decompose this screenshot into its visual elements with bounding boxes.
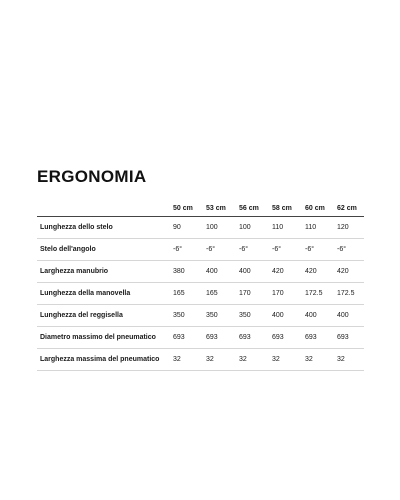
table-cell: 170 bbox=[272, 290, 284, 297]
table-cell: 170 bbox=[239, 290, 251, 297]
row-label: Larghezza massima del pneumatico bbox=[40, 356, 160, 363]
table-header-row bbox=[37, 201, 364, 217]
table-cell: -6° bbox=[206, 246, 216, 253]
table-cell: 32 bbox=[239, 356, 247, 363]
row-label: Stelo dell'angolo bbox=[40, 246, 96, 253]
table-cell: 120 bbox=[337, 224, 349, 231]
table-row bbox=[37, 239, 364, 261]
table-cell: 32 bbox=[272, 356, 280, 363]
table-cell: 172.5 bbox=[305, 290, 323, 297]
table-cell: 693 bbox=[305, 334, 317, 341]
table-cell: 420 bbox=[337, 268, 349, 275]
table-cell: 693 bbox=[239, 334, 251, 341]
column-header: 53 cm bbox=[206, 205, 226, 212]
table-cell: 110 bbox=[272, 224, 284, 231]
table-cell: 693 bbox=[173, 334, 185, 341]
table-cell: 32 bbox=[206, 356, 214, 363]
column-header: 60 cm bbox=[305, 205, 325, 212]
table-cell: 90 bbox=[173, 224, 181, 231]
table-cell: 100 bbox=[206, 224, 218, 231]
table-cell: 350 bbox=[173, 312, 185, 319]
table-cell: 100 bbox=[239, 224, 251, 231]
table-cell: 420 bbox=[305, 268, 317, 275]
geometry-table bbox=[37, 201, 364, 371]
table-cell: 32 bbox=[305, 356, 313, 363]
row-label: Lunghezza dello stelo bbox=[40, 224, 113, 231]
row-label: Lunghezza del reggisella bbox=[40, 312, 123, 319]
table-cell: 693 bbox=[272, 334, 284, 341]
row-label: Diametro massimo del pneumatico bbox=[40, 334, 156, 341]
table-cell: 380 bbox=[173, 268, 185, 275]
table-cell: 165 bbox=[206, 290, 218, 297]
table-cell: 400 bbox=[272, 312, 284, 319]
table-cell: 32 bbox=[173, 356, 181, 363]
column-header: 58 cm bbox=[272, 205, 292, 212]
table-cell: 32 bbox=[337, 356, 345, 363]
table-cell: 400 bbox=[239, 268, 251, 275]
table-cell: 165 bbox=[173, 290, 185, 297]
table-row bbox=[37, 261, 364, 283]
table-cell: -6° bbox=[272, 246, 282, 253]
column-header: 56 cm bbox=[239, 205, 259, 212]
table-row bbox=[37, 217, 364, 239]
table-row bbox=[37, 305, 364, 327]
table-cell: 350 bbox=[206, 312, 218, 319]
row-label: Larghezza manubrio bbox=[40, 268, 109, 275]
table-cell: 110 bbox=[305, 224, 317, 231]
section-title: ERGONOMIA bbox=[37, 167, 147, 186]
table-cell: 693 bbox=[337, 334, 349, 341]
table-cell: 400 bbox=[206, 268, 218, 275]
column-header: 50 cm bbox=[173, 205, 193, 212]
column-header: 62 cm bbox=[337, 205, 357, 212]
row-label: Lunghezza della manovella bbox=[40, 290, 131, 297]
table-row bbox=[37, 283, 364, 305]
table-cell: -6° bbox=[337, 246, 347, 253]
table-row bbox=[37, 349, 364, 371]
table-cell: 350 bbox=[239, 312, 251, 319]
table-row bbox=[37, 327, 364, 349]
table-cell: 172.5 bbox=[337, 290, 355, 297]
table-cell: -6° bbox=[173, 246, 183, 253]
table-cell: -6° bbox=[239, 246, 249, 253]
table-cell: 420 bbox=[272, 268, 284, 275]
table-cell: 693 bbox=[206, 334, 218, 341]
table-cell: 400 bbox=[337, 312, 349, 319]
table-cell: -6° bbox=[305, 246, 315, 253]
table-cell: 400 bbox=[305, 312, 317, 319]
